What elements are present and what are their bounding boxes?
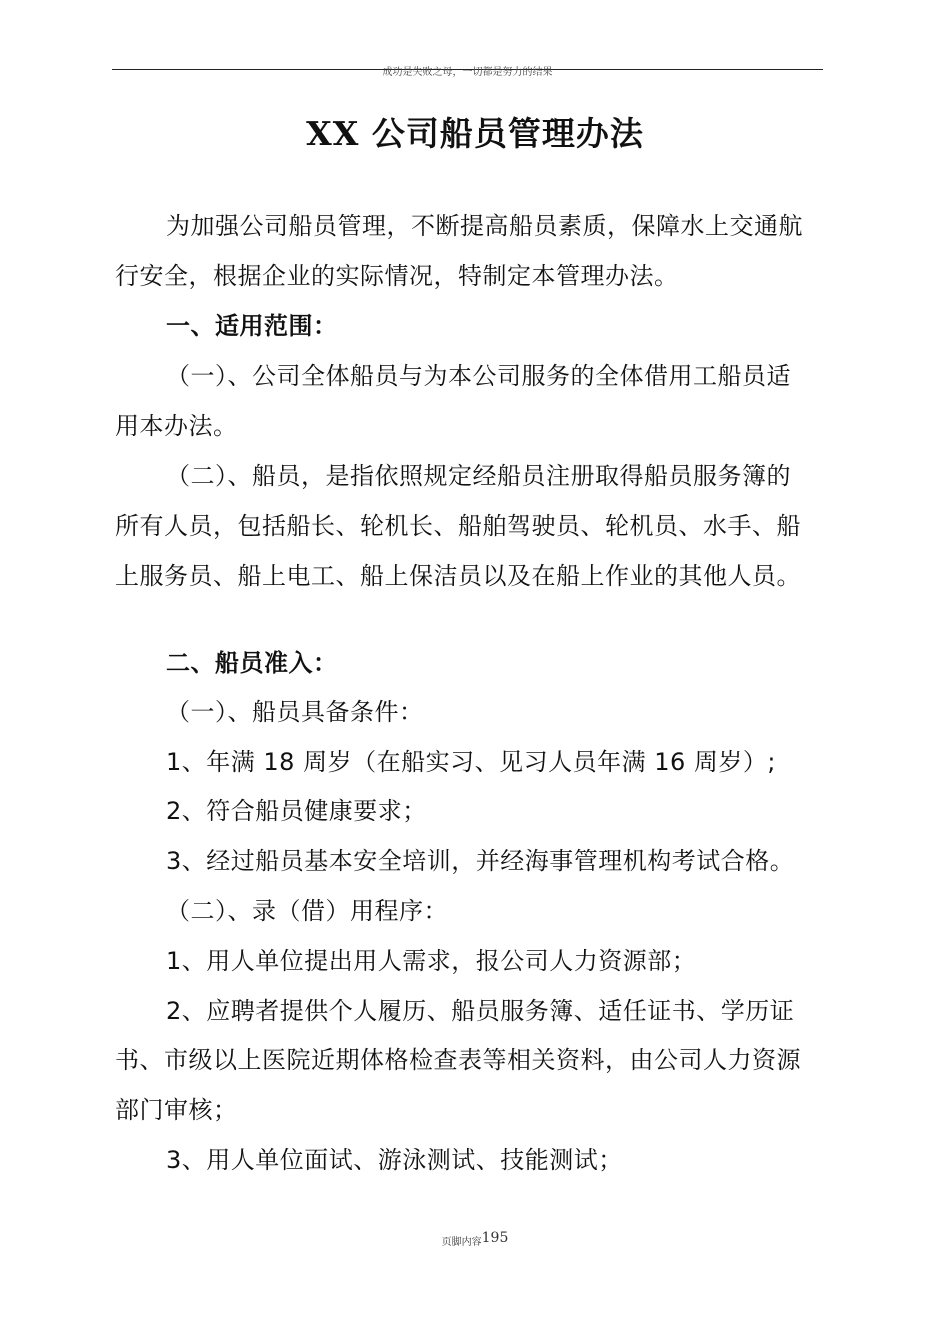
paragraph-line: （一）、公司全体船员与为本公司服务的全体借用工船员适 xyxy=(166,362,791,390)
header-text: 成功是失败之母，一切都是努力的结果 xyxy=(382,67,553,78)
footer-label: 页脚内容 xyxy=(441,1237,482,1248)
paragraph-line: 上服务员、船上电工、船上保洁员以及在船上作业的其他人员。 xyxy=(115,562,801,590)
page-header xyxy=(112,57,823,78)
paragraph-line: 3、用人单位面试、游泳测试、技能测试； xyxy=(166,1146,623,1174)
section-heading: 二、船员准入： xyxy=(166,649,338,677)
paragraph-line: 行安全，根据企业的实际情况，特制定本管理办法。 xyxy=(115,262,679,290)
page-footer xyxy=(0,1230,950,1249)
paragraph-line: （一）、船员具备条件： xyxy=(166,698,424,726)
paragraph-line: 所有人员，包括船长、轮机长、船舶驾驶员、轮机员、水手、船 xyxy=(115,512,801,540)
paragraph-line: 2、应聘者提供个人履历、船员服务簿、适任证书、学历证 xyxy=(166,997,795,1025)
paragraph-line: 为加强公司船员管理，不断提高船员素质，保障水上交通航 xyxy=(166,212,803,240)
section-heading: 一、适用范围： xyxy=(166,312,338,340)
page-number: 195 xyxy=(481,1230,509,1246)
paragraph-line: 书、市级以上医院近期体格检查表等相关资料，由公司人力资源 xyxy=(115,1046,801,1074)
paragraph-line: （二）、船员，是指依照规定经船员注册取得船员服务簿的 xyxy=(166,462,791,490)
paragraph-line: 3、经过船员基本安全培训，并经海事管理机构考试合格。 xyxy=(166,847,795,875)
paragraph-line: 1、用人单位提出用人需求，报公司人力资源部； xyxy=(166,947,697,975)
paragraph-line: 1、年满 18 周岁（在船实习、见习人员年满 16 周岁）; xyxy=(166,748,776,776)
paragraph-line: 部门审核； xyxy=(115,1096,238,1124)
paragraph-line: （二）、录（借）用程序： xyxy=(166,897,448,925)
document-title: XX 公司船员管理办法 xyxy=(306,114,644,153)
paragraph-line: 2、符合船员健康要求； xyxy=(166,797,427,825)
paragraph-line: 用本办法。 xyxy=(115,412,238,440)
